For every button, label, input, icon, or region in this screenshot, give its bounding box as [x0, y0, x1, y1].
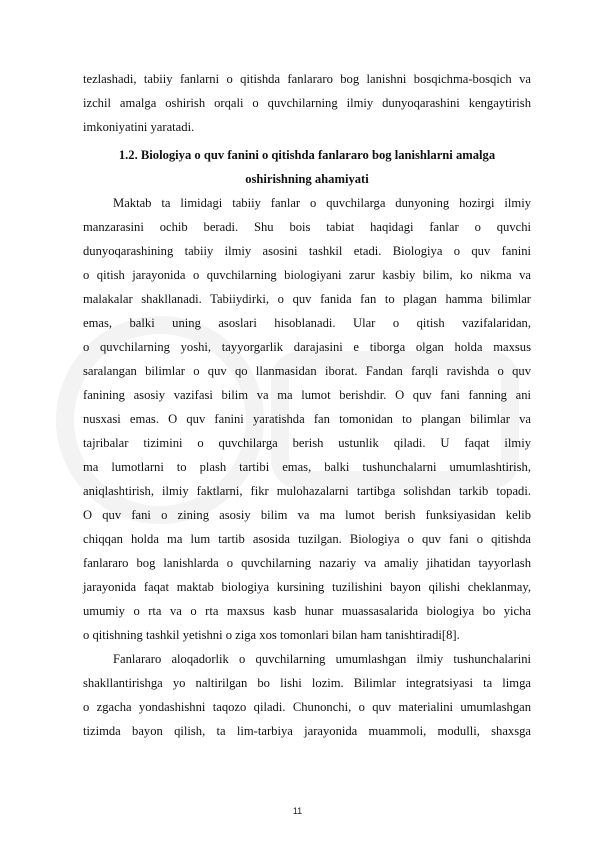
paragraph-line: shakllantirishga yo naltirilgan bo lishi lozim. Bilimlar integratsiyasi ta limga [83, 676, 531, 690]
paragraph-line: aniqlashtirish, ilmiy faktlarni, fikr mulohazalarni tartibga solishdan tarkib topadi. [83, 484, 531, 498]
paragraph-line: manzarasini ochib beradi. Shu bois tabiat haqidagi fanlar o quvchi [83, 220, 531, 234]
paragraph-line: O quv fani o zining asosiy bilim va ma lumot berish funksiyasidan kelib [83, 508, 531, 522]
section-heading-line1: 1.2. Biologiya o quv fanini o qitishda fanlararo bog lanishlarni amalga [118, 148, 496, 162]
paragraph-line: dunyoqarashining tabiiy ilmiy asosini tashkil etadi. Biologiya o quv fanini [83, 244, 531, 258]
section-heading-line2: oshirishning ahamiyati [245, 172, 369, 186]
paragraph-line: tajribalar tizimini o quvchilarga berish ustunlik qiladi. U faqat ilmiy [83, 436, 531, 450]
intro-line: izchil amalga oshirish orqali o quvchilarning ilmiy dunyoqarashini kengaytirish [83, 96, 531, 110]
paragraph-line: tizimda bayon qilish, ta lim-tarbiya jarayonida muammoli, modulli, shaxsga [83, 724, 531, 738]
paragraph-line: o zgacha yondashishni taqozo qiladi. Chunonchi, o quv materialini umumlashgan [83, 700, 531, 714]
paragraph-line: Maktab ta limidagi tabiiy fanlar o quvchilarga dunyoning hozirgi ilmiy [113, 196, 531, 210]
paragraph-line: malakalar shakllanadi. Tabiiydirki, o quv fanida fan to plagan hamma bilimlar [83, 292, 531, 306]
paragraph-line: o quvchilarning yoshi, tayyorgarlik darajasini e tiborga olgan holda maxsus [83, 340, 531, 354]
paragraph-line: ma lumotlarni to plash tartibi emas, balki tushunchalarni umumlashtirish, [83, 460, 531, 474]
paragraph-line: emas, balki uning asoslari hisoblanadi. Ular o qitish vazifalaridan, [83, 316, 531, 330]
paragraph-line: saralangan bilimlar o quv qo llanmasidan iborat. Fandan farqli ravishda o quv [83, 364, 531, 378]
paragraph-line: jarayonida faqat maktab biologiya kursining tuzilishini bayon qilishi cheklanmay, [83, 580, 531, 594]
paragraph-line: Fanlararo aloqadorlik o quvchilarning umumlashgan ilmiy tushunchalarini [113, 652, 531, 666]
intro-line: imkoniyatini yaratadi. [83, 120, 195, 134]
page-number: 11 [292, 806, 303, 816]
paragraph-line: umumiy o rta va o rta maxsus kasb hunar muassasalarida biologiya bo yicha [83, 604, 531, 618]
paragraph-line: chiqqan holda ma lum tartib asosida tuzilgan. Biologiya o quv fani o qitishda [83, 532, 531, 546]
paragraph-line: o qitish jarayonida o quvchilarning biologiyani zarur kasbiy bilim, ko nikma va [83, 268, 531, 282]
paragraph-line: o qitishning tashkil yetishni o ziga xos tomonlari bilan ham tanishtiradi[8]. [83, 628, 460, 642]
paragraph-line: nusxasi emas. O quv fanini yaratishda fan tomonidan to plangan bilimlar va [83, 412, 531, 426]
intro-line: tezlashadi, tabiiy fanlarni o qitishda fanlararo bog lanishni bosqichma-bosqich va [83, 72, 531, 86]
paragraph-line: fanining asosiy vazifasi bilim va ma lumot berishdir. O quv fani fanning ani [83, 388, 531, 402]
paragraph-line: fanlararo bog lanishlarda o quvchilarning nazariy va amaliy jihatidan tayyorlash [83, 556, 531, 570]
